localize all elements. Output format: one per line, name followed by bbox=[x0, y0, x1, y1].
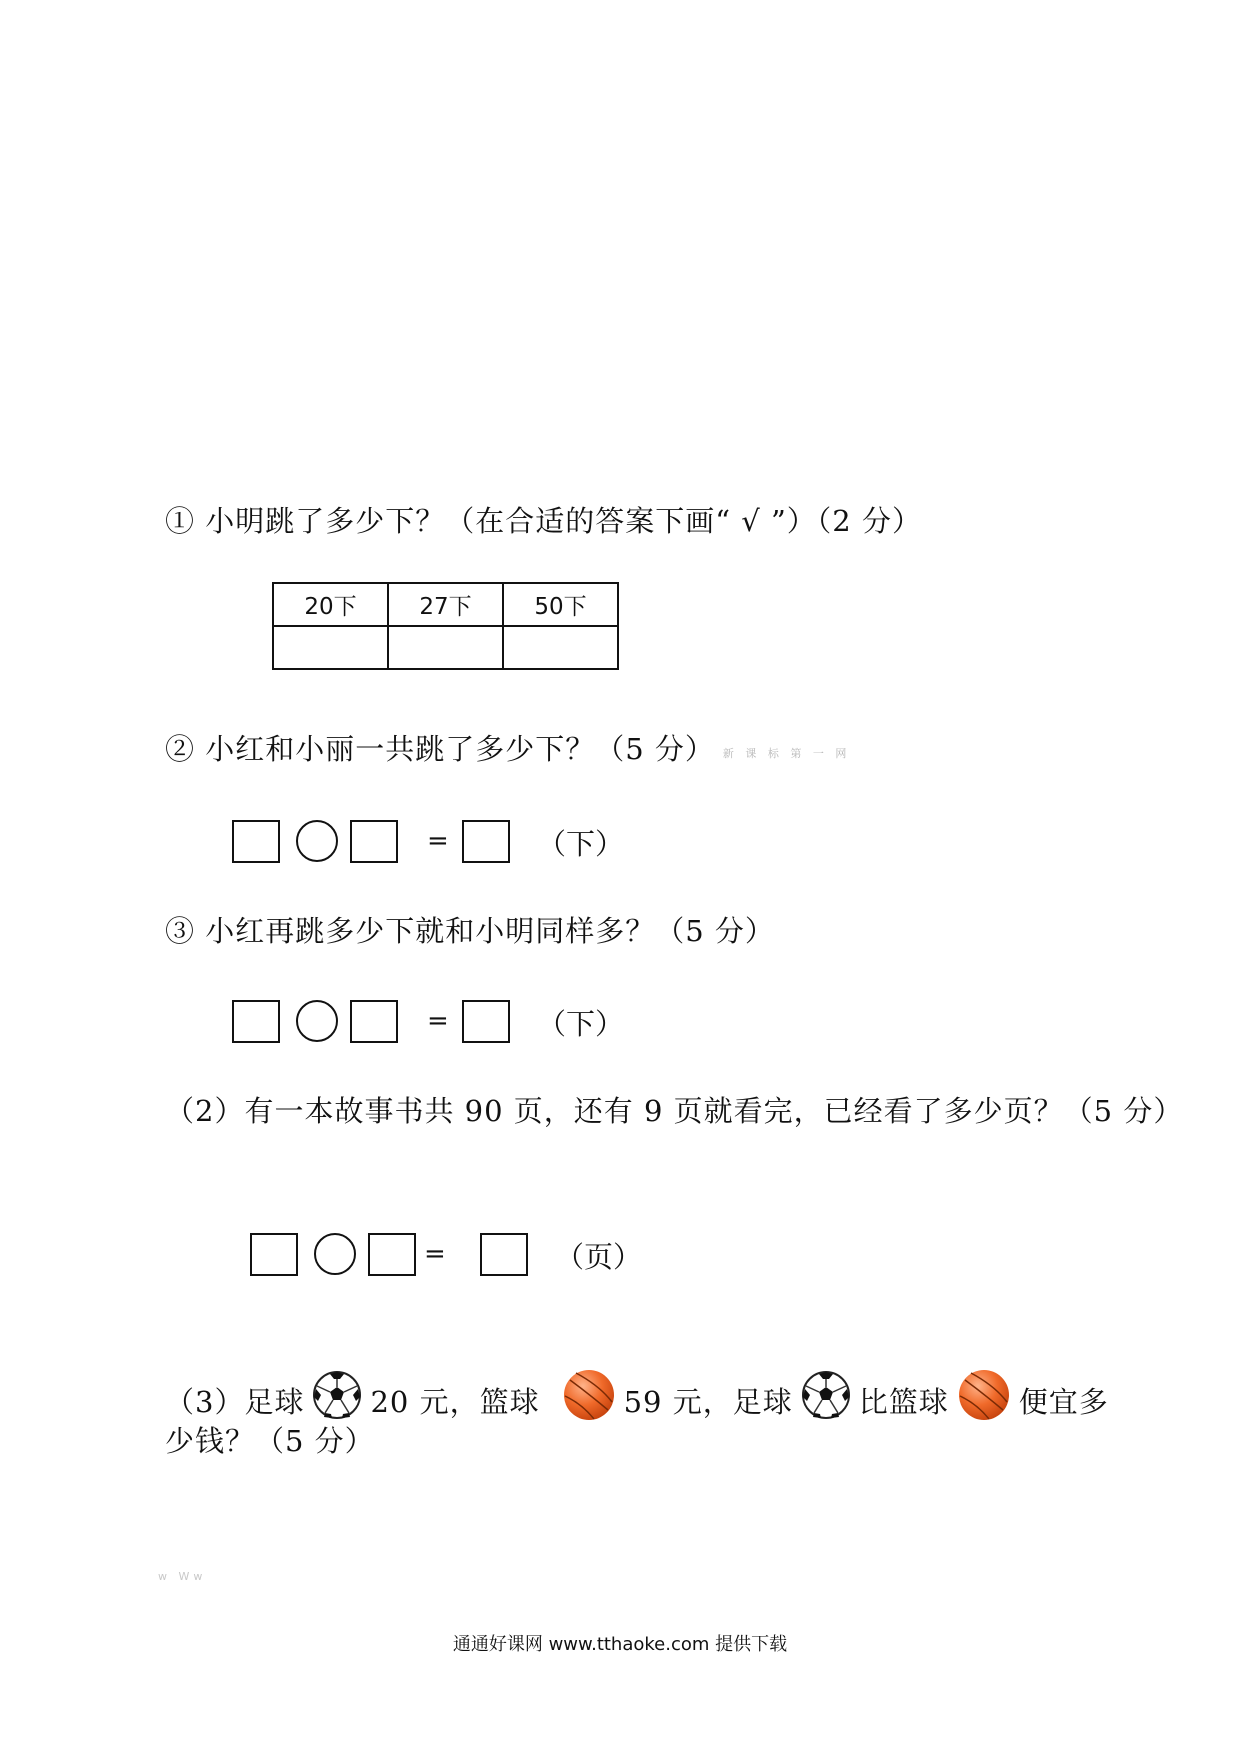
unit-label: （下） bbox=[537, 827, 625, 861]
question-5-part: （3）足球 bbox=[165, 1385, 305, 1419]
equation-row-q2 bbox=[232, 820, 652, 868]
question-5-part: 20 元，篮球 bbox=[370, 1385, 540, 1419]
operator-circle[interactable] bbox=[314, 1233, 356, 1275]
equals-sign: = bbox=[427, 1006, 449, 1036]
answer-box[interactable] bbox=[368, 1233, 416, 1276]
result-box[interactable] bbox=[462, 1000, 510, 1043]
option-cell: 27下 bbox=[388, 583, 503, 626]
operator-circle[interactable] bbox=[296, 1000, 338, 1042]
option-cell: 20下 bbox=[273, 583, 388, 626]
answer-box[interactable] bbox=[350, 1000, 398, 1043]
answer-choice-table bbox=[272, 582, 619, 670]
equation-row-q4 bbox=[250, 1233, 670, 1281]
question-1-text: ① 小明跳了多少下？（在合适的答案下画“ √ ”）（2 分） bbox=[165, 504, 922, 538]
unit-label: （页） bbox=[555, 1240, 643, 1274]
result-box[interactable] bbox=[480, 1233, 528, 1276]
basketball-icon bbox=[957, 1368, 1011, 1440]
question-2-text bbox=[165, 731, 850, 772]
basketball-icon bbox=[562, 1368, 616, 1440]
answer-box[interactable] bbox=[232, 1000, 280, 1043]
question-4-text: （2）有一本故事书共 90 页，还有 9 页就看完，已经看了多少页？（5 分） bbox=[165, 1094, 1184, 1128]
question-2-label: ② 小红和小丽一共跳了多少下？（5 分） bbox=[165, 732, 715, 766]
answer-box[interactable] bbox=[232, 820, 280, 863]
operator-circle[interactable] bbox=[296, 820, 338, 862]
option-cell: 50下 bbox=[503, 583, 618, 626]
question-3-text: ③ 小红再跳多少下就和小明同样多？（5 分） bbox=[165, 914, 775, 948]
answer-box[interactable] bbox=[350, 820, 398, 863]
check-cell[interactable] bbox=[388, 626, 503, 669]
question-5-part: 便宜多 bbox=[1018, 1385, 1109, 1419]
footer-source: 通通好课网 www.tthaoke.com 提供下载 bbox=[452, 1634, 788, 1655]
equation-row-q3 bbox=[232, 1000, 652, 1048]
result-box[interactable] bbox=[462, 820, 510, 863]
check-cell[interactable] bbox=[273, 626, 388, 669]
check-cell[interactable] bbox=[503, 626, 618, 669]
soccer-ball-icon bbox=[801, 1370, 851, 1438]
question-5-line-2: 少钱？（5 分） bbox=[165, 1424, 375, 1458]
equals-sign: = bbox=[427, 826, 449, 856]
equals-sign: = bbox=[424, 1239, 446, 1269]
watermark-text: 新 课 标 第 一 网 bbox=[722, 747, 851, 760]
faint-mark: w Ww bbox=[158, 1570, 207, 1583]
answer-box[interactable] bbox=[250, 1233, 298, 1276]
question-5-part: 59 元，足球 bbox=[623, 1385, 793, 1419]
question-5-part: 比篮球 bbox=[858, 1385, 949, 1419]
unit-label: （下） bbox=[537, 1007, 625, 1041]
